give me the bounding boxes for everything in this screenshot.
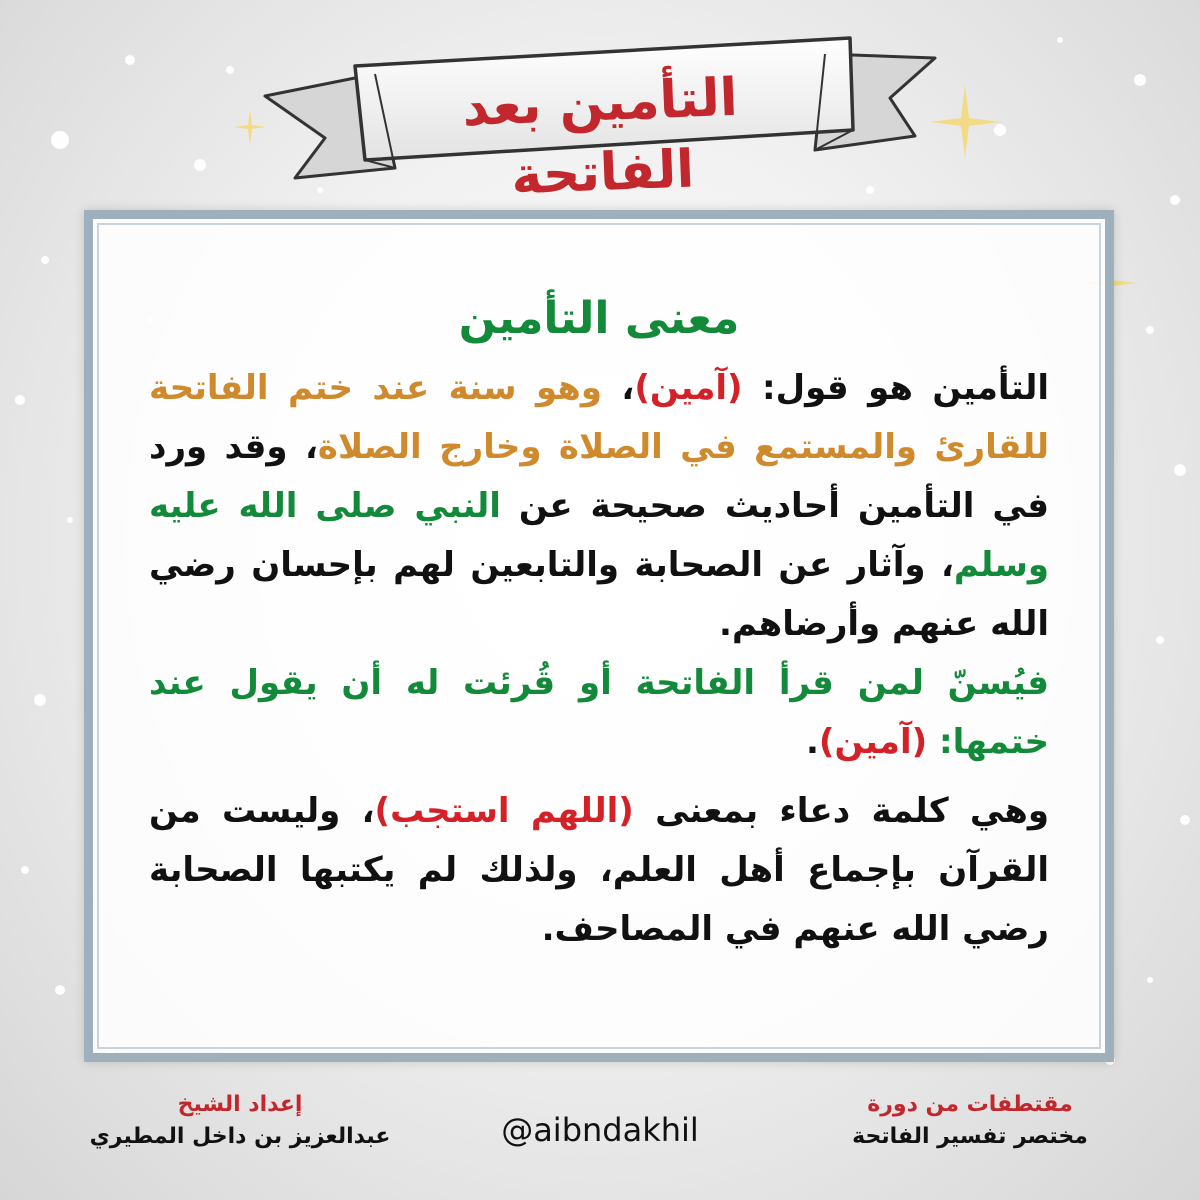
paragraph-sunnah [149, 654, 1049, 772]
section-heading: معنى التأمين [458, 293, 740, 344]
text-run: (آمين) [818, 722, 928, 762]
text-run: ، وآثار عن الصحابة والتابعين لهم بإحسان رضي الله عنهم وأرضاهم. [149, 545, 1049, 644]
text-run: ، [601, 368, 635, 408]
text-run: وهي كلمة دعاء بمعنى [633, 791, 1049, 831]
text-run: (آمين) [634, 368, 743, 408]
text-run: فيُسنّ لمن قرأ الفاتحة أو قُرئت له أن يقول عند ختمها: [149, 663, 1049, 762]
card-body [149, 359, 1049, 959]
paragraph-meaning [149, 359, 1049, 654]
course-label: مقتطفات من دورة [867, 1092, 1073, 1117]
text-run: وهو سنة عند ختم الفاتحة للقارئ والمستمع في الصلاة وخارج الصلاة [149, 368, 1049, 467]
text-run: ، وقد ورد في التأمين أحاديث صحيحة عن [149, 427, 1049, 526]
author-name: عبدالعزيز بن داخل المطيري [89, 1124, 391, 1149]
course-name: مختصر تفسير الفاتحة [852, 1124, 1088, 1149]
text-run: النبي صلى الله عليه وسلم [149, 486, 1049, 585]
title-ribbon [255, 18, 945, 207]
content-card [84, 210, 1114, 1062]
paragraph-dua [149, 782, 1049, 959]
text-run: (اللهم استجب) [374, 791, 634, 831]
text-run: التأمين هو قول: [742, 368, 1049, 408]
author-credit [60, 1090, 420, 1154]
author-label: إعداد الشيخ [177, 1092, 303, 1117]
text-run: . [805, 722, 819, 762]
text-run: ، وليست من القرآن بإجماع أهل العلم، ولذلك لم يكتبها الصحابة رضي الله عنهم في المصاحف. [149, 791, 1049, 949]
course-credit [820, 1090, 1120, 1154]
page-title: التأمين بعد الفاتحة [461, 67, 739, 207]
social-handle: @aibndakhil [501, 1111, 699, 1149]
